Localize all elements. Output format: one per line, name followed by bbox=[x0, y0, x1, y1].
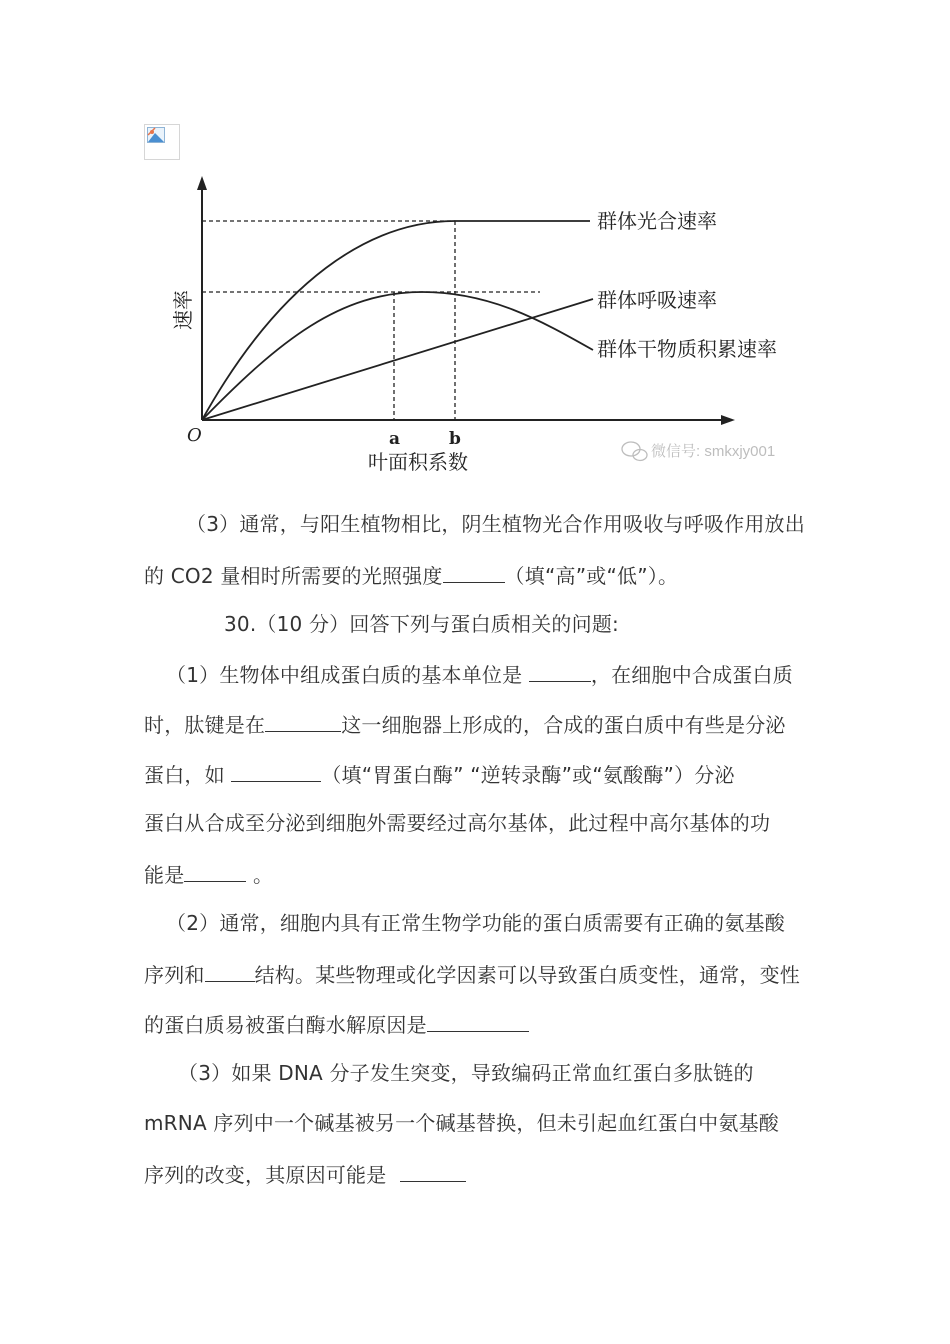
x-axis-label: 叶面积系数 bbox=[368, 450, 468, 474]
image-placeholder-icon bbox=[147, 127, 165, 143]
q30-1-line1-text-a: （1）生物体中组成蛋白质的基本单位是 bbox=[166, 663, 529, 687]
y-axis-label: 速率 bbox=[171, 290, 195, 330]
q30-1-line3-text-a: 蛋白，如 bbox=[144, 763, 232, 787]
q30-3-line1: （3）如果 DNA 分子发生突变，导致编码正常血红蛋白多肽链的 bbox=[178, 1061, 754, 1085]
q30-1-line4: 蛋白从合成至分泌到细胞外需要经过高尔基体，此过程中高尔基体的功 bbox=[144, 811, 771, 835]
q30-2-line2-text-a: 序列和 bbox=[144, 963, 205, 987]
q30-1-line1 bbox=[166, 661, 793, 687]
answer-blank[interactable] bbox=[529, 661, 591, 682]
watermark-text: 微信号: smkxjy001 bbox=[651, 443, 776, 460]
q30-1-line1-text-b: ，在细胞中合成蛋白质 bbox=[590, 663, 793, 687]
answer-blank[interactable] bbox=[443, 562, 505, 583]
q30-2-line2 bbox=[144, 961, 800, 987]
x-axis-arrow bbox=[721, 415, 735, 425]
series-label-photosynthesis: 群体光合速率 bbox=[597, 209, 717, 233]
q30-1-line5-text-b: 。 bbox=[246, 863, 274, 887]
q30-3-line3 bbox=[144, 1161, 466, 1187]
q29-3-line2 bbox=[144, 562, 678, 588]
y-axis-arrow bbox=[197, 176, 207, 190]
q29-3-line1: （3）通常，与阳生植物相比，阴生植物光合作用吸收与呼吸作用放出 bbox=[186, 512, 805, 536]
respiration-line bbox=[202, 299, 593, 420]
photosynthesis-curve bbox=[202, 221, 590, 420]
q30-2-line3-text: 的蛋白质易被蛋白酶水解原因是 bbox=[144, 1013, 427, 1037]
q30-1-line5-text-a: 能是 bbox=[144, 863, 185, 887]
answer-blank[interactable] bbox=[184, 861, 246, 882]
q30-2-line1: （2）通常，细胞内具有正常生物学功能的蛋白质需要有正确的氨基酸 bbox=[166, 911, 785, 935]
answer-blank[interactable] bbox=[205, 961, 255, 982]
rate-vs-leaf-area-figure bbox=[170, 170, 810, 480]
broken-image-icon bbox=[144, 124, 180, 160]
answer-blank[interactable] bbox=[265, 711, 341, 732]
wechat-icon bbox=[622, 442, 647, 461]
accumulation-curve bbox=[202, 292, 593, 420]
x-tick-b: b bbox=[449, 429, 461, 449]
q29-3-line2-text-a: 的 CO2 量相时所需要的光照强度 bbox=[144, 564, 443, 588]
watermark bbox=[622, 442, 775, 461]
q30-3-line3-text: 序列的改变，其原因可能是 bbox=[144, 1163, 400, 1187]
q30-1-line3 bbox=[144, 761, 735, 787]
origin-label: O bbox=[187, 425, 202, 446]
series-label-accumulation: 群体干物质积累速率 bbox=[597, 337, 777, 361]
q29-3-line2-text-b: （填“高”或“低”）。 bbox=[504, 564, 679, 588]
q30-heading: 30.（10 分）回答下列与蛋白质相关的问题: bbox=[224, 612, 619, 636]
answer-blank[interactable] bbox=[427, 1011, 529, 1032]
q30-1-line2 bbox=[144, 711, 786, 737]
q30-1-line2-text-b: 这一细胞器上形成的，合成的蛋白质中有些是分泌 bbox=[341, 713, 786, 737]
answer-blank[interactable] bbox=[400, 1161, 466, 1182]
q30-3-line2: mRNA 序列中一个碱基被另一个碱基替换，但未引起血红蛋白中氨基酸 bbox=[144, 1111, 779, 1135]
q30-1-line2-text-a: 时，肽键是在 bbox=[144, 713, 266, 737]
q30-1-line5 bbox=[144, 861, 273, 887]
answer-blank[interactable] bbox=[231, 761, 321, 782]
x-tick-a: a bbox=[389, 429, 401, 449]
q30-2-line2-text-b: 结构。某些物理或化学因素可以导致蛋白质变性，通常，变性 bbox=[254, 963, 801, 987]
q30-2-line3 bbox=[144, 1011, 529, 1037]
series-label-respiration: 群体呼吸速率 bbox=[597, 288, 717, 312]
q30-1-line3-text-b: （填“胃蛋白酶” “逆转录酶”或“氨酸酶”）分泌 bbox=[321, 763, 735, 787]
